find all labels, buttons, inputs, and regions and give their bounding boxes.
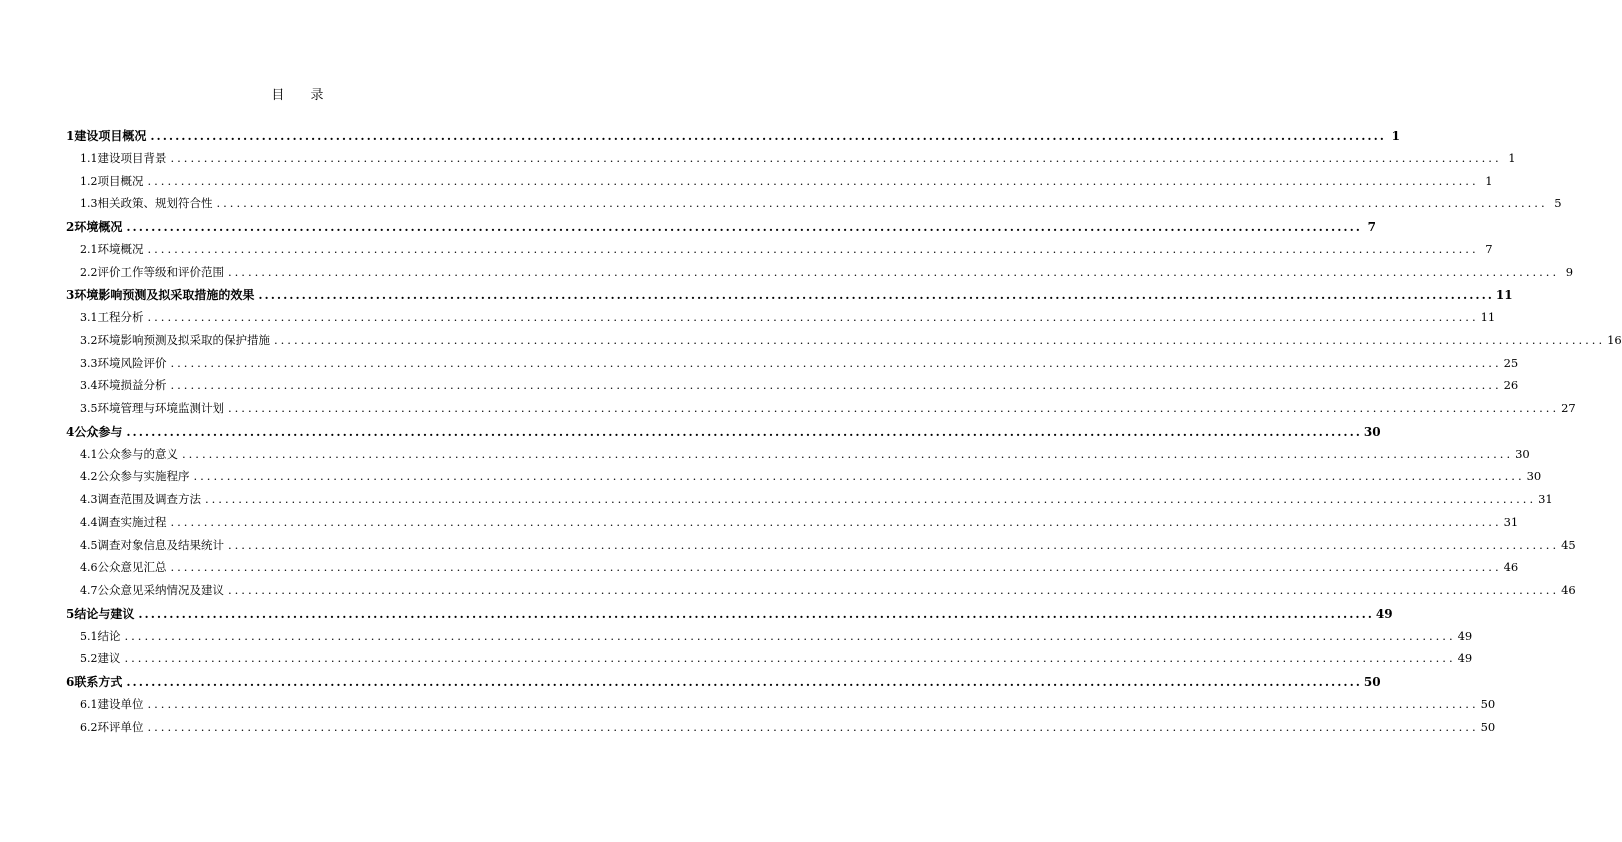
toc-entry-page: 49 — [1375, 606, 1393, 621]
toc-entry-number: 4.3 — [80, 493, 98, 506]
dot-leader: ........................................................................................................................................................................................................ — [147, 719, 1479, 734]
toc-entry[interactable] — [66, 514, 1519, 537]
toc-entry[interactable] — [66, 195, 1562, 218]
toc-entry-label: 结论 — [97, 628, 121, 643]
toc-entry-page: 27 — [1561, 401, 1576, 415]
dot-leader: ........................................................................................................................................................................................................ — [147, 696, 1479, 711]
toc-entry[interactable] — [66, 628, 1473, 651]
dot-leader: ........................................................................................................................................................................................................ — [193, 469, 1525, 484]
toc-entry[interactable] — [66, 559, 1519, 582]
dot-leader: ........................................................................................................................................................................................................ — [124, 651, 1456, 666]
toc-entry-label: 环境影响预测及拟采取措施的效果 — [74, 288, 255, 303]
toc-entry-number: 4.1 — [80, 447, 98, 461]
toc-entry[interactable] — [66, 446, 1530, 469]
dot-leader: ........................................................................................................................................................................................................ — [170, 514, 1502, 529]
toc-entry-page: 50 — [1480, 719, 1496, 734]
dot-leader: ........................................................................................................................................................................................................ — [216, 196, 1548, 211]
dot-leader: ........................................................................................................................................................................................................ — [150, 129, 1386, 143]
dot-leader: ........................................................................................................................................................................................................ — [170, 560, 1502, 575]
toc-entry-number: 3.5 — [80, 402, 98, 415]
toc-entry[interactable] — [66, 696, 1496, 719]
toc-entry[interactable] — [66, 150, 1516, 173]
toc-entry-label: 公众参与实施程序 — [97, 469, 190, 484]
toc-entry[interactable] — [66, 355, 1519, 378]
toc-entry-number: 1.2 — [80, 174, 98, 188]
toc-entry-page: 7 — [1367, 220, 1376, 234]
toc-entry-page: 16 — [1607, 332, 1622, 347]
toc-entry-number: 2.1 — [80, 242, 98, 256]
toc-entry-label: 环境概况 — [74, 220, 123, 234]
toc-entry-label: 工程分析 — [97, 310, 144, 324]
toc-entry-number: 3.3 — [80, 356, 98, 370]
dot-leader: ........................................................................................................................................................................................................ — [170, 150, 1502, 165]
toc-entry[interactable] — [66, 218, 1376, 241]
toc-entry[interactable] — [66, 241, 1493, 264]
toc-entry-number: 4.5 — [80, 538, 98, 552]
toc-entry-number: 2.2 — [80, 265, 98, 279]
toc-entry-page: 11 — [1495, 288, 1513, 303]
page-title: 目 录 — [271, 88, 335, 103]
dot-leader: ........................................................................................................................................................................................................ — [258, 288, 1494, 303]
dot-leader: ........................................................................................................................................................................................................ — [126, 220, 1362, 234]
toc-entry-label: 公众意见采纳情况及建议 — [97, 583, 224, 597]
toc-entry[interactable] — [66, 650, 1473, 673]
toc-entry-label: 联系方式 — [74, 675, 123, 689]
toc-entry-page: 31 — [1503, 514, 1519, 529]
toc-entry-page: 49 — [1457, 651, 1473, 666]
toc-entry-number: 4.2 — [80, 470, 98, 484]
toc-entry[interactable] — [66, 309, 1496, 332]
dot-leader: ........................................................................................................................................................................................................ — [147, 173, 1479, 188]
toc-entry-number: 4.6 — [80, 561, 98, 575]
dot-leader: ........................................................................................................................................................................................................ — [126, 424, 1362, 439]
toc-entry[interactable] — [66, 423, 1381, 446]
toc-entry-label: 建设单位 — [97, 696, 144, 711]
toc-entry[interactable] — [66, 264, 1574, 287]
toc-entry[interactable] — [66, 377, 1519, 400]
toc-entry-page: 1 — [1508, 150, 1516, 165]
dot-leader: ........................................................................................................................................................................................................ — [170, 355, 1502, 370]
toc-entry-page: 45 — [1561, 537, 1576, 552]
dot-leader: ........................................................................................................................................................................................................ — [228, 537, 1560, 552]
toc-entry-number: 6 — [66, 675, 75, 689]
dot-leader: ........................................................................................................................................................................................................ — [147, 310, 1479, 324]
toc-entry-page: 46 — [1561, 583, 1576, 597]
toc-entry[interactable] — [66, 719, 1496, 742]
toc-entry-label: 公众意见汇总 — [97, 560, 167, 575]
toc-entry-number: 3.1 — [80, 311, 98, 324]
toc-entry-number: 1.1 — [80, 151, 98, 165]
toc-entry-label: 环境损益分析 — [97, 378, 167, 393]
toc-entry-number: 1.3 — [80, 197, 98, 211]
dot-leader: ........................................................................................................................................................................................................ — [138, 606, 1374, 621]
toc-entry[interactable] — [66, 468, 1542, 491]
dot-leader: ........................................................................................................................................................................................................ — [274, 332, 1606, 347]
dot-leader: ........................................................................................................................................................................................................ — [170, 378, 1502, 393]
toc-entry-label: 结论与建议 — [74, 606, 135, 621]
toc-entry-page: 31 — [1538, 492, 1553, 506]
toc-entry-label: 评价工作等级和评价范围 — [97, 264, 224, 279]
toc-entry-page: 1 — [1391, 129, 1400, 143]
dot-leader: ........................................................................................................................................................................................................ — [205, 492, 1537, 506]
toc-entry-number: 4.4 — [80, 515, 98, 529]
toc-entry[interactable] — [66, 582, 1576, 605]
toc-entry[interactable] — [66, 173, 1493, 196]
toc-entry[interactable] — [66, 127, 1400, 150]
toc-entry-label: 相关政策、规划符合性 — [97, 196, 213, 211]
toc-entry-page: 30 — [1515, 446, 1530, 461]
toc-entry-page: 50 — [1480, 696, 1496, 711]
toc-entry[interactable] — [66, 332, 1622, 355]
toc-entry[interactable] — [66, 537, 1576, 560]
toc-entry-label: 环境概况 — [97, 241, 144, 256]
toc-entry-page: 5 — [1554, 196, 1562, 211]
toc-entry-page: 30 — [1363, 424, 1381, 439]
toc-entry-label: 建议 — [97, 651, 121, 666]
dot-leader: ........................................................................................................................................................................................................ — [126, 675, 1362, 689]
toc-entry-page: 50 — [1363, 675, 1381, 689]
table-of-contents — [66, 127, 1622, 741]
toc-entry-label: 环境管理与环境监测计划 — [97, 401, 224, 415]
toc-entry-number: 3 — [66, 288, 75, 303]
dot-leader: ........................................................................................................................................................................................................ — [124, 628, 1456, 643]
toc-entry[interactable] — [66, 605, 1393, 628]
toc-entry-page: 30 — [1526, 469, 1542, 484]
toc-entry-label: 调查实施过程 — [97, 514, 167, 529]
toc-entry-page: 49 — [1457, 628, 1473, 643]
dot-leader: ........................................................................................................................................................................................................ — [182, 446, 1514, 461]
toc-entry-number: 4 — [66, 424, 75, 439]
toc-entry-label: 公众参与的意义 — [97, 446, 178, 461]
toc-entry-number: 1 — [66, 129, 75, 143]
toc-entry-page: 46 — [1503, 560, 1519, 575]
toc-entry-number: 4.7 — [80, 584, 98, 597]
toc-entry-number: 6.2 — [80, 720, 98, 734]
toc-entry-page: 1 — [1485, 173, 1493, 188]
toc-entry-label: 调查对象信息及结果统计 — [97, 537, 224, 552]
toc-entry-page: 7 — [1485, 241, 1493, 256]
dot-leader: ........................................................................................................................................................................................................ — [228, 264, 1560, 279]
toc-entry-page: 9 — [1565, 264, 1574, 279]
toc-entry[interactable] — [66, 400, 1576, 423]
dot-leader: ........................................................................................................................................................................................................ — [147, 241, 1479, 256]
toc-entry-label: 公众参与 — [74, 424, 123, 439]
toc-entry-page: 25 — [1503, 355, 1519, 370]
toc-entry-label: 环境风险评价 — [97, 355, 167, 370]
toc-entry-number: 5.1 — [80, 629, 98, 643]
toc-entry-label: 环境影响预测及拟采取的保护措施 — [97, 332, 270, 347]
toc-entry[interactable] — [66, 286, 1513, 309]
toc-entry-label: 建设项目概况 — [74, 129, 147, 143]
dot-leader: ........................................................................................................................................................................................................ — [228, 583, 1560, 597]
toc-entry-label: 环评单位 — [97, 719, 144, 734]
toc-entry-number: 6.1 — [80, 697, 98, 711]
dot-leader: ........................................................................................................................................................................................................ — [228, 401, 1560, 415]
toc-entry-number: 2 — [66, 220, 75, 234]
toc-entry[interactable] — [66, 491, 1553, 514]
toc-entry[interactable] — [66, 673, 1381, 696]
toc-entry-label: 项目概况 — [97, 173, 144, 188]
toc-entry-page: 26 — [1503, 378, 1519, 393]
toc-entry-number: 3.4 — [80, 379, 98, 393]
toc-entry-page: 11 — [1480, 310, 1496, 324]
toc-entry-number: 5.2 — [80, 652, 98, 666]
toc-entry-number: 5 — [66, 606, 75, 621]
toc-entry-number: 3.2 — [80, 333, 98, 347]
toc-entry-label: 调查范围及调查方法 — [97, 492, 201, 506]
toc-entry-label: 建设项目背景 — [97, 150, 167, 165]
